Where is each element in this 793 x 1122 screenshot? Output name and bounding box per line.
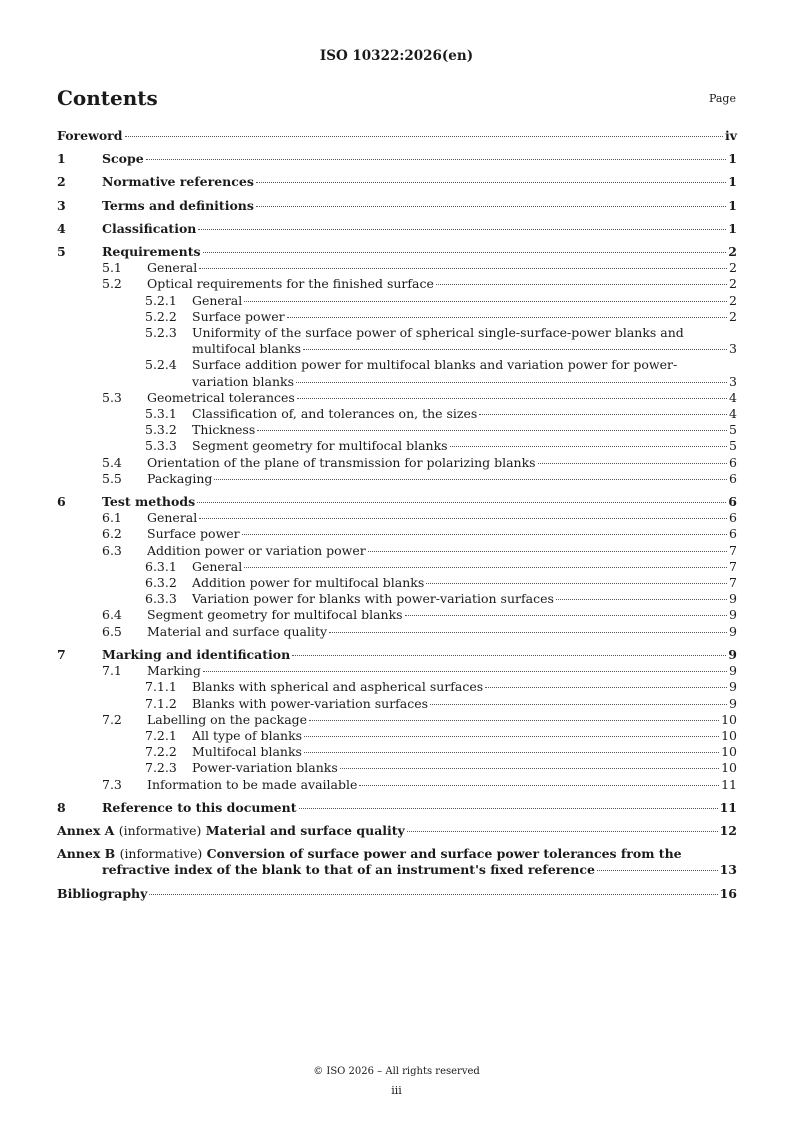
toc-entry-7-1-2[interactable] xyxy=(57,696,737,712)
dot-leader xyxy=(242,534,727,535)
toc-entry-number: 5.3.1 xyxy=(145,406,177,422)
toc-entry-page: 10 xyxy=(721,711,737,727)
dot-leader xyxy=(597,870,718,871)
toc-entry-page: 9 xyxy=(729,591,737,607)
toc-entry-page: 1 xyxy=(728,151,737,167)
toc-entry-title: General xyxy=(147,260,198,276)
toc-entry-page: 9 xyxy=(729,607,737,623)
toc-entry-number: 5 xyxy=(57,244,66,260)
toc-entry-number: 5.3.2 xyxy=(145,422,177,438)
toc-entry-title: Normative references xyxy=(102,174,254,190)
toc-entry-7-1-1[interactable] xyxy=(57,679,737,695)
toc-entry-title: Addition power for multifocal blanks xyxy=(192,575,425,591)
copyright-notice: © ISO 2026 – All rights reserved xyxy=(313,1066,480,1077)
toc-entry-page: 7 xyxy=(729,575,737,591)
toc-entry-page: 2 xyxy=(729,276,737,292)
toc-entry-title: Material and surface quality xyxy=(205,822,405,838)
toc-entry-page: 1 xyxy=(728,174,737,190)
toc-entry-6-2[interactable] xyxy=(57,526,737,542)
toc-entry-5-3-2[interactable] xyxy=(57,422,737,438)
toc-entry-page: 10 xyxy=(721,760,737,776)
dot-leader xyxy=(303,349,727,350)
toc-entry-number: 6.3.1 xyxy=(145,558,177,574)
toc-entry-title: Scope xyxy=(102,151,144,167)
toc-entry-7-2-1[interactable] xyxy=(57,728,737,744)
toc-entry-number: 6.3.2 xyxy=(145,575,177,591)
toc-entry-number: 6.1 xyxy=(102,510,122,526)
dot-leader xyxy=(199,268,727,269)
toc-entry-title: variation blanks xyxy=(192,373,295,389)
toc-entry-6-4[interactable] xyxy=(57,607,737,623)
toc-entry-page: 9 xyxy=(728,646,737,662)
toc-entry-title: Classification xyxy=(102,220,197,236)
dot-leader xyxy=(426,583,727,584)
toc-entry-title: Classification of, and tolerances on, the sizes xyxy=(192,406,478,422)
toc-entry-number: 6.3.3 xyxy=(145,591,177,607)
toc-entry-5-4[interactable] xyxy=(57,455,737,471)
dot-leader xyxy=(556,599,727,600)
toc-entry-title: General xyxy=(192,292,243,308)
toc-entry-number: 5.1 xyxy=(102,260,122,276)
toc-entry-number: 4 xyxy=(57,220,66,236)
toc-entry-number: 5.4 xyxy=(102,454,122,470)
toc-entry-7[interactable] xyxy=(57,647,737,663)
table-of-contents xyxy=(57,128,737,902)
toc-entry-number: 7.1.1 xyxy=(145,679,177,695)
toc-entry-title: Addition power or variation power xyxy=(147,542,366,558)
toc-entry-5-2-3[interactable] xyxy=(57,325,737,341)
dot-leader xyxy=(287,317,727,318)
dot-leader xyxy=(304,752,719,753)
toc-entry-title-line1: Surface addition power for multifocal blanks and variation power for power- xyxy=(192,357,678,373)
toc-entry-title: Bibliography xyxy=(57,885,148,901)
toc-entry-7-1[interactable] xyxy=(57,663,737,679)
toc-entry-page: 6 xyxy=(729,510,737,526)
toc-entry-title: Terms and definitions xyxy=(102,197,254,213)
toc-entry-page: 3 xyxy=(729,373,737,389)
dot-leader xyxy=(436,284,727,285)
toc-entry-page: 9 xyxy=(729,679,737,695)
toc-entry-5-2[interactable] xyxy=(57,276,737,292)
toc-entry-page: 2 xyxy=(729,260,737,276)
toc-entry-page: 13 xyxy=(719,862,737,878)
toc-entry-title: General xyxy=(192,558,243,574)
toc-entry-page: 4 xyxy=(729,406,737,422)
toc-entry-2[interactable] xyxy=(57,174,737,190)
toc-entry-number: 6.5 xyxy=(102,623,122,639)
toc-entry-foreword[interactable] xyxy=(57,128,737,144)
toc-entry-page: 7 xyxy=(729,542,737,558)
toc-entry-6-1[interactable] xyxy=(57,510,737,526)
annex-informative: (informative) xyxy=(119,846,203,862)
dot-leader xyxy=(203,252,727,253)
toc-entry-number: 7.2.2 xyxy=(145,744,177,760)
contents-title: Contents xyxy=(57,86,158,110)
toc-entry-6-3-3[interactable] xyxy=(57,591,737,607)
toc-entry-number: 5.2.3 xyxy=(145,325,177,341)
dot-leader xyxy=(149,894,717,895)
dot-leader xyxy=(296,382,727,383)
dot-leader xyxy=(368,551,727,552)
toc-entry-page: 3 xyxy=(729,341,737,357)
toc-entry-title: Geometrical tolerances xyxy=(147,389,295,405)
toc-entry-title-line1: Conversion of surface power and surface power tolerances from the xyxy=(206,846,682,862)
dot-leader xyxy=(292,655,726,656)
toc-entry-page: 7 xyxy=(729,558,737,574)
toc-entry-title: Test methods xyxy=(102,494,196,510)
toc-entry-bibliography[interactable] xyxy=(57,886,737,902)
toc-entry-number: 7.2 xyxy=(102,711,122,727)
toc-entry-number: 7.2.3 xyxy=(145,760,177,776)
toc-entry-page: 6 xyxy=(729,454,737,470)
toc-entry-5-2-3-cont[interactable] xyxy=(57,341,737,357)
toc-entry-page: 9 xyxy=(729,663,737,679)
toc-entry-title: Optical requirements for the finished surface xyxy=(147,276,434,292)
toc-entry-number: 7.2.1 xyxy=(145,727,177,743)
dot-leader xyxy=(407,831,718,832)
toc-entry-6-3-2[interactable] xyxy=(57,575,737,591)
dot-leader xyxy=(198,229,726,230)
toc-entry-number: 7 xyxy=(57,646,66,662)
toc-entry-5-3-3[interactable] xyxy=(57,438,737,454)
toc-entry-page: 1 xyxy=(728,197,737,213)
toc-entry-title: Labelling on the package xyxy=(147,711,308,727)
toc-entry-number: 7.1.2 xyxy=(145,695,177,711)
toc-entry-number: 6 xyxy=(57,494,66,510)
dot-leader xyxy=(256,206,726,207)
toc-entry-title: Surface power xyxy=(192,308,285,324)
dot-leader xyxy=(256,182,726,183)
dot-leader xyxy=(199,518,727,519)
toc-entry-title: Segment geometry for multifocal blanks xyxy=(147,607,403,623)
toc-entry-page: 9 xyxy=(729,623,737,639)
dot-leader xyxy=(299,808,718,809)
toc-entry-number: 5.3 xyxy=(102,389,122,405)
dot-leader xyxy=(304,736,719,737)
toc-entry-title: General xyxy=(147,510,198,526)
toc-entry-title: Blanks with power-variation surfaces xyxy=(192,695,429,711)
toc-entry-number: 1 xyxy=(57,151,66,167)
document-id-header: ISO 10322:2026(en) xyxy=(319,48,474,64)
toc-entry-7-2-2[interactable] xyxy=(57,744,737,760)
dot-leader xyxy=(538,463,727,464)
toc-entry-title: Orientation of the plane of transmission for polarizing blanks xyxy=(147,454,536,470)
toc-entry-title: Power-variation blanks xyxy=(192,760,338,776)
toc-entry-title-line1: Uniformity of the surface power of spherical single-surface-power blanks and xyxy=(192,325,684,341)
toc-entry-title: Requirements xyxy=(102,244,201,260)
toc-entry-page: 11 xyxy=(721,776,737,792)
toc-entry-page: 5 xyxy=(729,438,737,454)
dot-leader xyxy=(329,632,727,633)
dot-leader xyxy=(125,136,723,137)
toc-entry-6-3-1[interactable] xyxy=(57,559,737,575)
page-column-label: Page xyxy=(708,92,736,105)
dot-leader xyxy=(297,398,727,399)
toc-entry-page: 10 xyxy=(721,727,737,743)
toc-entry-page: 6 xyxy=(729,470,737,486)
toc-entry-number: 5.2 xyxy=(102,276,122,292)
toc-entry-page: 2 xyxy=(729,308,737,324)
toc-entry-number: 5.3.3 xyxy=(145,438,177,454)
dot-leader xyxy=(309,720,719,721)
dot-leader xyxy=(340,768,719,769)
toc-entry-5-2-4[interactable] xyxy=(57,357,737,373)
dot-leader xyxy=(244,301,727,302)
toc-entry-title: Surface power xyxy=(147,526,240,542)
dot-leader xyxy=(257,430,727,431)
toc-entry-page: 6 xyxy=(729,526,737,542)
toc-entry-number: 5.5 xyxy=(102,470,122,486)
toc-entry-title: Information to be made available xyxy=(147,776,358,792)
toc-entry-6-5[interactable] xyxy=(57,624,737,640)
dot-leader xyxy=(214,479,727,480)
toc-entry-number: 5.2.1 xyxy=(145,292,177,308)
toc-entry-title: Reference to this document xyxy=(102,799,297,815)
dot-leader xyxy=(450,446,727,447)
toc-entry-5-3[interactable] xyxy=(57,390,737,406)
toc-entry-title: Marking and identification xyxy=(102,646,291,662)
toc-entry-5-2-2[interactable] xyxy=(57,309,737,325)
toc-entry-title: Variation power for blanks with power-variation surfaces xyxy=(192,591,554,607)
toc-entry-page: 4 xyxy=(729,389,737,405)
toc-entry-5-5[interactable] xyxy=(57,471,737,487)
toc-entry-page: 6 xyxy=(728,494,737,510)
toc-entry-number: 7.3 xyxy=(102,776,122,792)
dot-leader xyxy=(485,687,727,688)
annex-label: Annex A xyxy=(57,822,115,838)
toc-entry-title: Foreword xyxy=(57,128,123,143)
dot-leader xyxy=(479,414,727,415)
toc-entry-title: Thickness xyxy=(192,422,256,438)
toc-entry-3[interactable] xyxy=(57,198,737,214)
toc-entry-annex-b[interactable] xyxy=(57,846,737,862)
toc-entry-number: 8 xyxy=(57,799,66,815)
toc-entry-page: 5 xyxy=(729,422,737,438)
toc-entry-6[interactable] xyxy=(57,494,737,510)
toc-entry-title: All type of blanks xyxy=(192,727,303,743)
toc-entry-title: Multifocal blanks xyxy=(192,744,302,760)
toc-entry-title: multifocal blanks xyxy=(192,341,301,357)
toc-entry-title: refractive index of the blank to that of an instrument's fixed reference xyxy=(102,862,595,878)
toc-entry-number: 3 xyxy=(57,197,66,213)
toc-entry-page: 12 xyxy=(719,822,737,838)
toc-entry-5-3-1[interactable] xyxy=(57,406,737,422)
toc-entry-annex-b-cont[interactable] xyxy=(57,862,737,878)
toc-entry-number: 5.2.4 xyxy=(145,357,177,373)
dot-leader xyxy=(405,615,727,616)
toc-entry-title: Marking xyxy=(147,663,201,679)
toc-entry-number: 6.2 xyxy=(102,526,122,542)
toc-entry-page: 10 xyxy=(721,744,737,760)
toc-entry-page: 11 xyxy=(719,799,737,815)
toc-entry-1[interactable] xyxy=(57,151,737,167)
toc-entry-title: Segment geometry for multifocal blanks xyxy=(192,438,448,454)
toc-entry-number: 6.4 xyxy=(102,607,122,623)
toc-entry-5-2-4-cont[interactable] xyxy=(57,374,737,390)
toc-entry-7-2-3[interactable] xyxy=(57,760,737,776)
dot-leader xyxy=(197,502,726,503)
toc-entry-title: Material and surface quality xyxy=(147,623,328,639)
page-number: iii xyxy=(391,1084,402,1097)
toc-entry-title: Packaging xyxy=(147,470,213,486)
dot-leader xyxy=(146,159,727,160)
toc-entry-5-2-1[interactable] xyxy=(57,293,737,309)
toc-entry-number: 2 xyxy=(57,174,66,190)
toc-entry-7-3[interactable] xyxy=(57,777,737,793)
dot-leader xyxy=(359,785,719,786)
toc-entry-5[interactable] xyxy=(57,244,737,260)
toc-entry-6-3[interactable] xyxy=(57,543,737,559)
toc-entry-number: 6.3 xyxy=(102,542,122,558)
toc-entry-page: 16 xyxy=(719,885,737,901)
toc-entry-page: iv xyxy=(724,128,737,143)
toc-entry-number: 5.2.2 xyxy=(145,308,177,324)
toc-entry-4[interactable] xyxy=(57,221,737,237)
annex-label: Annex B xyxy=(57,846,116,862)
dot-leader xyxy=(244,567,727,568)
dot-leader xyxy=(203,671,727,672)
toc-entry-title: Blanks with spherical and aspherical surfaces xyxy=(192,679,484,695)
dot-leader xyxy=(430,704,727,705)
toc-entry-annex-a[interactable] xyxy=(57,823,737,839)
toc-entry-7-2[interactable] xyxy=(57,712,737,728)
toc-entry-page: 1 xyxy=(728,220,737,236)
toc-entry-8[interactable] xyxy=(57,800,737,816)
toc-entry-number: 7.1 xyxy=(102,663,122,679)
annex-informative: (informative) xyxy=(118,822,202,838)
toc-entry-5-1[interactable] xyxy=(57,260,737,276)
toc-entry-page: 2 xyxy=(729,292,737,308)
toc-entry-page: 9 xyxy=(729,695,737,711)
toc-entry-page: 2 xyxy=(728,244,737,260)
